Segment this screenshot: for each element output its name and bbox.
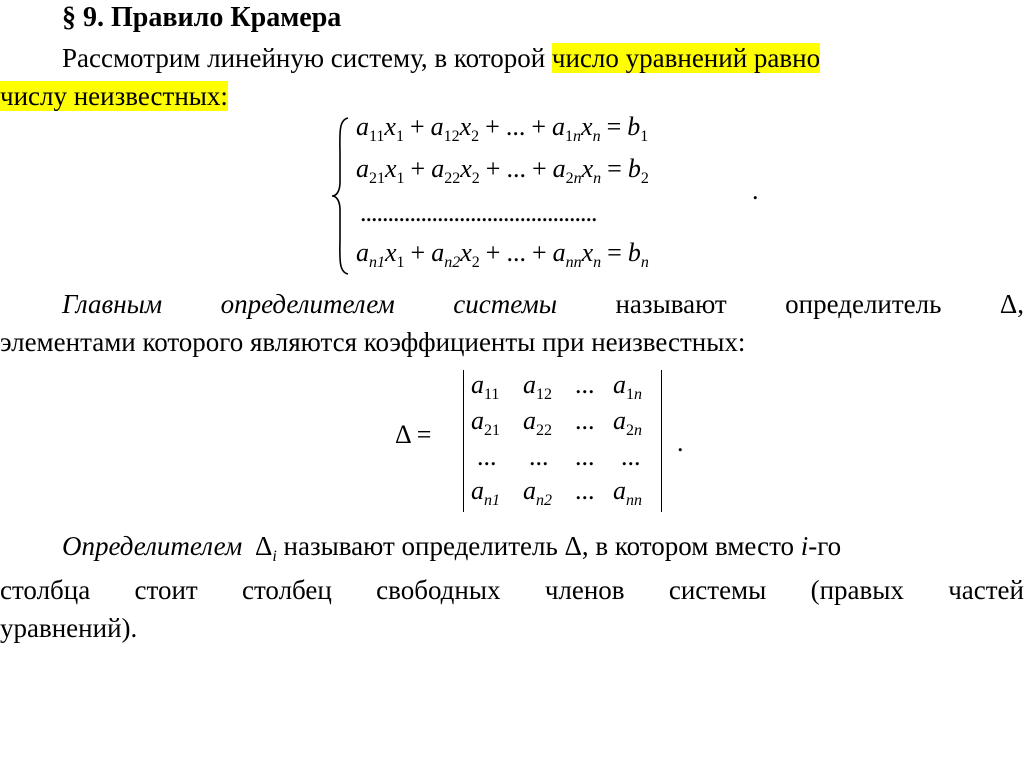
intro-line-1 <box>62 42 820 74</box>
intro-highlight-2: числу неизвестных: <box>0 81 228 111</box>
linear-system <box>330 112 770 282</box>
det-trailing-dot: . <box>677 428 684 457</box>
system-dots-row: ........................................... <box>360 198 597 227</box>
intro-text: Рассмотрим линейную систему, в которой <box>62 43 552 73</box>
det-left-bar <box>463 370 464 512</box>
main-det-line-1 <box>62 288 1024 320</box>
system-row-1: $a_{11}x_1 + a_{12}x_2$ + ... + $a_{1n}x_n = b_1$ <box>356 112 649 145</box>
det-i-text: называют определитель Δ, в котором вместо <box>276 531 801 561</box>
det-i-line-2: столбца стоит столбец свободных членов системы (правых частей <box>0 575 1024 605</box>
intro-line-2 <box>0 80 228 112</box>
det-i-term: Определителем <box>62 531 243 561</box>
system-row-n: $a_{n1}x_1 + a_{n2}x_2$ + ... + $a_{nn}x_n = b_n$ <box>356 238 649 271</box>
main-det-line-2: элементами которого являются коэффициенты при неизвестных: <box>0 327 746 357</box>
intro-highlight-1: число уравнений равно <box>551 43 821 73</box>
slide-title: § 9. Правило Крамера <box>62 2 342 33</box>
main-det-text: называют определитель Δ, <box>557 289 1024 319</box>
determinant: Δ = $a_{11}$ $a_{12}$ ... $a_{1n}$ $a_{21}$ $a_{22}$ ... $a_{2n}$ ... ... ... ... $a_{n1}$ $a_{n2}$ ... $a_{nn}$ . <box>395 366 715 516</box>
system-row-2: $a_{21}x_1 + a_{22}x_2$ + ... + $a_{2n}x_n = b_2$ . <box>356 154 759 205</box>
det-i-line-3: уравнений). <box>0 613 138 643</box>
det-i-line-1: Определителем $\Delta_i$ называют определитель Δ, в котором вместо i-го <box>62 531 842 565</box>
system-trailing-dot: . <box>752 176 759 205</box>
det-i-symbol: $\Delta_i$ <box>254 531 277 565</box>
system-brace <box>330 116 352 276</box>
det-right-bar <box>661 370 662 512</box>
det-label: Δ = <box>395 420 432 449</box>
main-det-term: Главным определителем системы <box>62 289 558 319</box>
